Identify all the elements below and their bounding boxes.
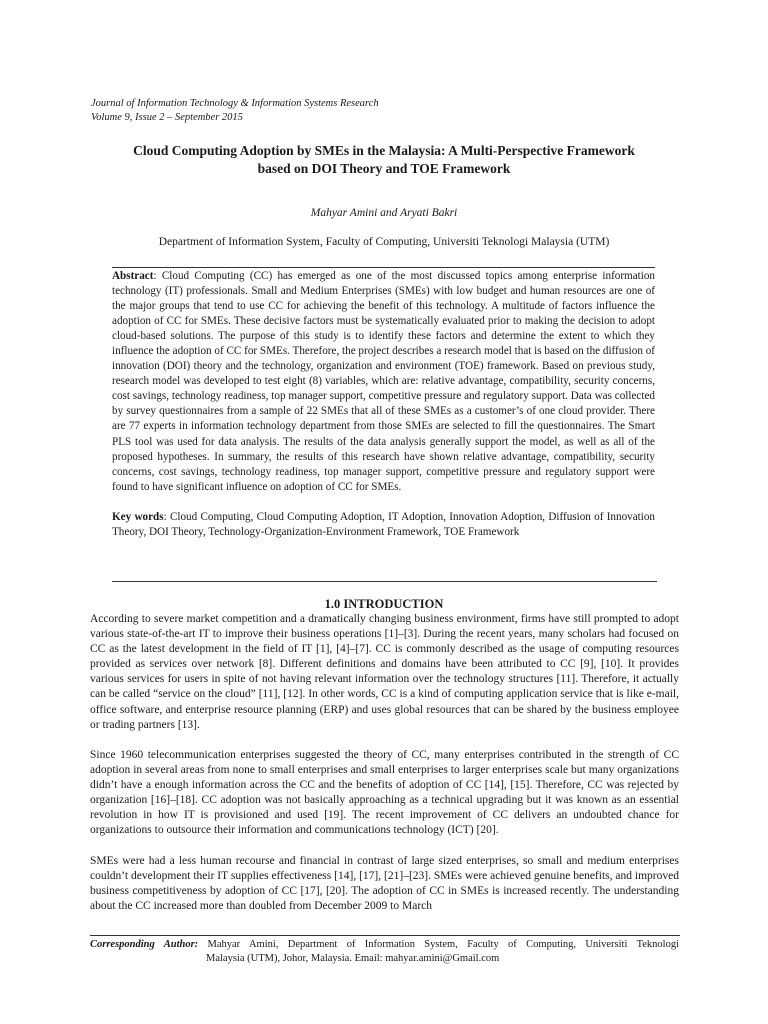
- affiliation: Department of Information System, Faculty of Computing, Universiti Teknologi Malaysia (UTM): [158, 236, 610, 248]
- abstract-bottom-rule: [112, 581, 657, 582]
- footer-rule: [90, 935, 680, 936]
- abstract-section: [112, 267, 655, 540]
- abstract-text: : Cloud Computing (CC) has emerged as one of the most discussed topics among enterprise information technology (IT) professionals. Small and Medium Enterprises (SMEs) with low budget and human resources are one of the major groups that tend to use CC for achieving the benefit of this technology. A multitude of factors influence the adoption of CC for SMEs. These decisive factors must be systematically evaluated prior to making the decision to adopt cloud-based solutions. The purpose of this study is to identify these factors and determine the extent to which they influence the adoption of CC for SMEs. Therefore, the project describes a research model that is based on the diffusion of innovation (DOI) theory and the technology, organization and environment (TOE) framework. Based on previous study, research model was developed to test eight (8) variables, which are: relative advantage, compatibility, security concerns, cost savings, technology readiness, top manager support, competitive pressure and regulatory support. Data was collected by survey questionnaires from a sample of 22 SMEs that all of these SMEs as a customer’s of one cloud provider. There are 77 experts in information technology department from those SMEs are selected to fill the questionnaires. The Smart PLS tool was used for data analysis. The results of the data analysis generally support the model, as well as all of the proposed hypotheses. In summary, the results of this research have shown relative advantage, compatibility, security concerns, cost savings, technology readiness, top manager support, competitive pressure and regulatory support were found to have significant influence on adoption of CC for SMEs.: [112, 270, 655, 493]
- corresponding-author-footer: [90, 938, 679, 966]
- footer-label: Corresponding Author:: [90, 939, 199, 950]
- body-paragraph-3: SMEs were had a less human recourse and financial in contrast of large sized enterprises, so small and medium enterprises couldn’t development their IT supplies effectiveness [14], [17], [21]–[23]. SMEs were achieved genuine benefits, and improved business competitiveness by adoption of CC [17], [20]. The adoption of CC in SMEs is increased recently. The understanding about the CC increased more than doubled from December 2009 to March: [90, 854, 679, 912]
- journal-header: [91, 97, 379, 125]
- journal-volume: Volume 9, Issue 2 – September 2015: [91, 112, 243, 123]
- authors: Mahyar Amini and Aryati Bakri: [310, 207, 458, 219]
- abstract-label: Abstract: [112, 270, 154, 282]
- body-paragraph-2: Since 1960 telecommunication enterprises suggested the theory of CC, many enterprises contributed in the strength of CC adoption in several areas from none to small enterprises and small enterprises to larger enterprises scale but many organizations didn’t have a enough information across the CC and the benefits of adoption of CC [14], [15]. Therefore, CC was rejected by organization [16]–[18]. CC adoption was not basically approaching as a technical upgrading but it was known as an essential revolution in how IT is provisioned and used [19]. The recent improvement of CC delivers an undoubted chance for organizations to outsource their information and communications technology (ICT) [20].: [90, 748, 679, 837]
- abstract-top-rule: [112, 267, 655, 268]
- footer-line-2: Malaysia (UTM), Johor, Malaysia. Email: mahyar.amini@Gmail.com: [206, 953, 500, 964]
- body-paragraph-1: According to severe market competition and a dramatically changing business environment, firms have still prompted to adopt various state-of-the-art IT to improve their business operations [1]–[3]. During the recent years, many scholars had focused on CC as the latest development in the field of IT [1], [4]–[7]. CC is commonly described as the usage of computing resources provided as services over network [8]. Different definitions and domains have been attributed to CC [9], [10]. It provides various services for users in spite of not having relevant information over the technology structures [11]. Therefore, it actually can be called “service on the cloud” [11], [12]. In other words, CC is a kind of computing application service that is like e-mail, office software, and enterprise resource planning (ERP) and uses global resources that can be shared by the business employee or trading partners [13].: [90, 613, 679, 731]
- footer-line-1-text: Mahyar Amini, Department of Information System, Faculty of Computing, Universiti Teknologi: [198, 939, 679, 950]
- abstract: [112, 269, 655, 495]
- keywords-text: : Cloud Computing, Cloud Computing Adoption, IT Adoption, Innovation Adoption, Diffusion of Innovation Theory, DOI Theory, Technology-Organization-Environment Framework, TOE Framework: [112, 510, 655, 538]
- section-heading: 1.0 INTRODUCTION: [324, 597, 444, 611]
- paper-title-line-2: based on DOI Theory and TOE Framework: [257, 161, 511, 176]
- paper-title: [80, 142, 688, 178]
- keywords-label: Key words: [112, 510, 164, 523]
- body-text: [90, 612, 679, 929]
- journal-name: Journal of Information Technology & Information Systems Research: [91, 98, 379, 109]
- paper-title-line-1: Cloud Computing Adoption by SMEs in the Malaysia: A Multi-Perspective Framework: [133, 143, 635, 158]
- footer-line-1: [90, 938, 679, 952]
- keywords: [112, 510, 655, 540]
